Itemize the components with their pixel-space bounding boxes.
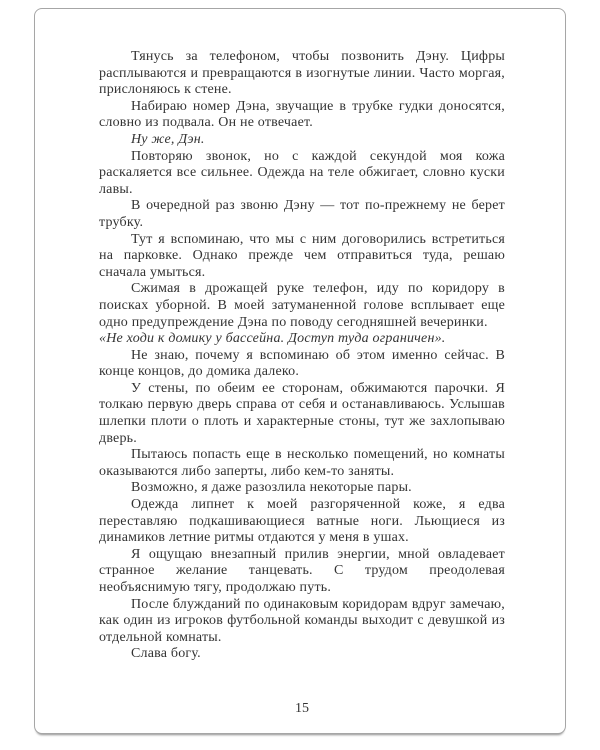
paragraph: Тут я вспоминаю, что мы с ним договорились встретиться на парковке. Однако прежде чем отправиться туда, решаю сначала умыться.: [99, 231, 505, 280]
book-page: [34, 8, 566, 734]
paragraph: Не знаю, почему я вспоминаю об этом именно сейчас. В конце концов, до домика далеко.: [99, 347, 505, 380]
paragraph: В очередной раз звоню Дэну — тот по-прежнему не берет трубку.: [99, 198, 505, 230]
paragraph: Сжимая в дрожащей руке телефон, иду по коридору в поисках уборной. В моей затуманенной голове всплывает еще одно предупреждение Дэна по поводу сегодняшней вечеринки.: [99, 281, 505, 330]
paragraph: Пытаюсь попасть еще в несколько помещений, но комнаты оказываются либо заперты, либо кем-то заняты.: [99, 447, 505, 479]
paragraph: У стены, по обеим ее сторонам, обжимаются парочки. Я толкаю первую дверь справа от себя и останавливаюсь. Услышав шлепки плоти о плоть и характерные стоны, тут же захлопываю дверь.: [99, 380, 505, 446]
paragraph: Возможно, я даже разозлила некоторые пары.: [131, 480, 412, 496]
paragraph: После блужданий по одинаковым коридорам вдруг замечаю, как один из игроков футбольной команды выходит с девушкой из отдельной комнаты.: [99, 596, 505, 645]
paragraph: Набираю номер Дэна, звучащие в трубке гудки доносятся, словно из подвала. Он не отвечает.: [99, 98, 505, 131]
paragraph: Ну же, Дэн.: [131, 131, 205, 147]
paragraph: Я ощущаю внезапный прилив энергии, мной овладевает странное желание танцевать. С трудом преодолевая необъяснимую тягу, продолжаю путь.: [99, 546, 505, 595]
page-inner: [99, 49, 505, 719]
page-text: [99, 49, 505, 695]
paragraph: Тянусь за телефоном, чтобы позвонить Дэну. Цифры расплываются и превращаются в изогнутые линии. Часто моргая, прислоняюсь к стене.: [99, 49, 505, 98]
page-number: 15: [295, 701, 309, 716]
paragraph: Слава богу.: [131, 646, 201, 662]
paragraph: Одежда липнет к моей разгоряченной коже, я едва переставляю подкашивающиеся ватные ноги. Льющиеся из динамиков летние ритмы отдаются у меня в ушах.: [99, 497, 505, 546]
paragraph: «Не ходи к домику у бассейна. Доступ туда ограничен».: [99, 331, 446, 347]
paragraph: Повторяю звонок, но с каждой секундой моя кожа раскаляется все сильнее. Одежда на теле обжигает, словно куски лавы.: [99, 148, 505, 197]
